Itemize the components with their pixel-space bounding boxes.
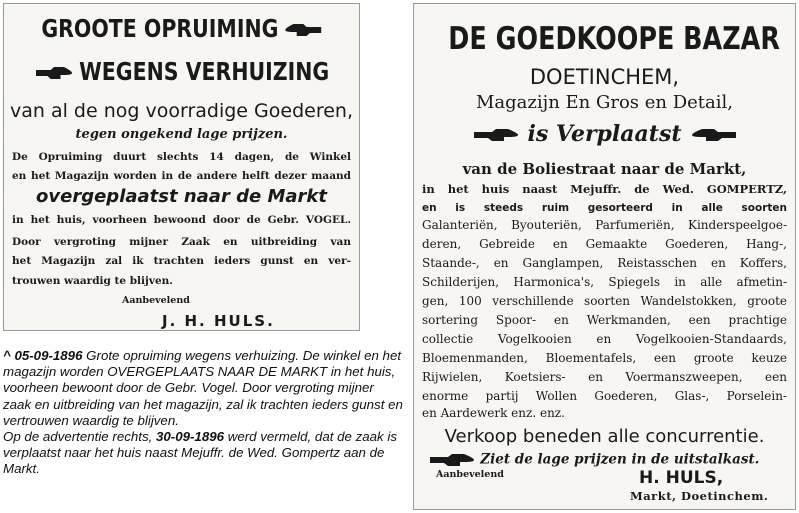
ad-address: Markt, Doetinchem. — [630, 489, 769, 503]
ad-line: en het Magazijn worden in de andere helft dezer maand — [12, 170, 351, 182]
ad-line: van de Boliestraat naar de Markt, — [462, 160, 747, 178]
ad-body-line: en Aardewerk enz. enz. — [422, 406, 565, 420]
ad-title-opruiming — [36, 16, 327, 41]
ad-body-line: enorme partij Wollen Goederen, Glas-, Porselein- — [422, 389, 787, 403]
ad-line: in het huis, voorheen bewoond door de Gebr. VOGEL. — [12, 214, 351, 226]
ad-line: Door vergroting mijner Zaak en uitbreiding van — [12, 236, 351, 248]
ad-body-line: collectie Vogelkooien en Vogelkooien-Standaards, — [422, 332, 787, 346]
caption-text: werd vermeld, dat de zaak is verplaatst naar het huis naast Mejuffr. de Wed. Gompertz aan de Markt. — [3, 429, 397, 477]
advertisement-goedkoope-bazar — [413, 3, 796, 510]
pointing-hand-icon — [471, 128, 521, 142]
title-text: GROOTE OPRUIMING — [41, 14, 279, 43]
caption-date: ^ 05-09-1896 — [3, 348, 83, 363]
ad-line: en is steeds ruim gesorteerd in alle soorten — [422, 202, 787, 214]
ad-title-bazar: DE GOEDKOOPE BAZAR — [448, 21, 780, 57]
ad-signoff: Aanbevelend — [122, 295, 190, 306]
title-text: WEGENS VERHUIZING — [79, 57, 330, 86]
ad-body-line: Rijwielen, Koetsiers- en Voermanszweepen, een — [422, 370, 787, 384]
ad-line: trouwen waardig te blijven. — [12, 275, 173, 287]
caption-text: Op de advertentie rechts, — [3, 429, 156, 445]
pointing-hand-icon — [428, 453, 476, 467]
ad-line: tegen ongekend lage prijzen. — [75, 127, 288, 142]
ad-signature: H. HULS, — [639, 468, 724, 488]
ad-signature: J. H. HULS. — [162, 312, 275, 330]
caption-date: 30-09-1896 — [156, 429, 225, 445]
ad-subtitle: Magazijn En Gros en Detail, — [475, 92, 734, 113]
caption-paragraph — [3, 429, 403, 478]
ad-line: in het huis naast Mejuffr. de Wed. GOMPERTZ, — [422, 182, 787, 196]
pointing-hand-icon — [689, 128, 739, 142]
prices-text: Ziet de lage prijzen in de uitstalkast. — [480, 451, 760, 468]
caption-paragraph — [3, 348, 403, 429]
ad-line: overgeplaatst naar de Markt — [36, 186, 327, 207]
ad-prices-row — [428, 453, 795, 467]
advertisement-opruiming — [3, 3, 360, 331]
caption-text: Grote opruiming wegens verhuizing. De winkel en het magazijn worden OVERGEPLAATS NAAR DE MARKT in het huis, voorheen bewoont door de Gebr. Vogel. Door vergroting mijner zaak en uitbreiding van het magazijn, zal ik trachten ieders gunst en vertrouwen waardig te blijven. — [3, 348, 403, 428]
ad-slogan: Verkoop beneden alle concurrentie. — [444, 426, 765, 447]
ad-signoff: Aanbevelend — [436, 469, 504, 480]
ad-body-line: gen, 100 verschillende soorten Wandelstokken, groote — [422, 294, 787, 308]
ad-body-line: Bloemenmanden, Bloementafels, een groote keuze — [422, 351, 787, 365]
ad-line: De Opruiming duurt slechts 14 dagen, de Winkel — [12, 151, 351, 163]
ad-line: van al de nog voorradige Goederen, — [10, 100, 353, 122]
ad-line: het Magazijn zal ik trachten ieders gunst en ver- — [12, 255, 351, 267]
ad-body-line: deren, Gebreide en Gemaakte Goederen, Hang-, — [422, 237, 787, 251]
pointing-hand-icon — [286, 23, 322, 37]
caption — [3, 348, 403, 478]
ad-title-verhuizing — [36, 57, 330, 86]
ad-town: DOETINCHEM, — [529, 65, 680, 89]
ad-body-line: sortering Spoor- en Werkmanden, een prachtige — [422, 313, 787, 327]
ad-body-line: Schilderijen, Harmonica's, Spiegels in alle afmetin- — [422, 275, 787, 289]
pointing-hand-icon — [36, 66, 72, 80]
ad-body-line: Galanteriën, Byouteriën, Parfumeriën, Kinderspeelgoe- — [422, 218, 787, 232]
ad-body-line: Staande-, en Ganglampen, Reistasschen en Koffers, — [422, 256, 787, 270]
moved-text: is Verplaatst — [527, 121, 682, 147]
ad-moved-row — [414, 123, 795, 146]
